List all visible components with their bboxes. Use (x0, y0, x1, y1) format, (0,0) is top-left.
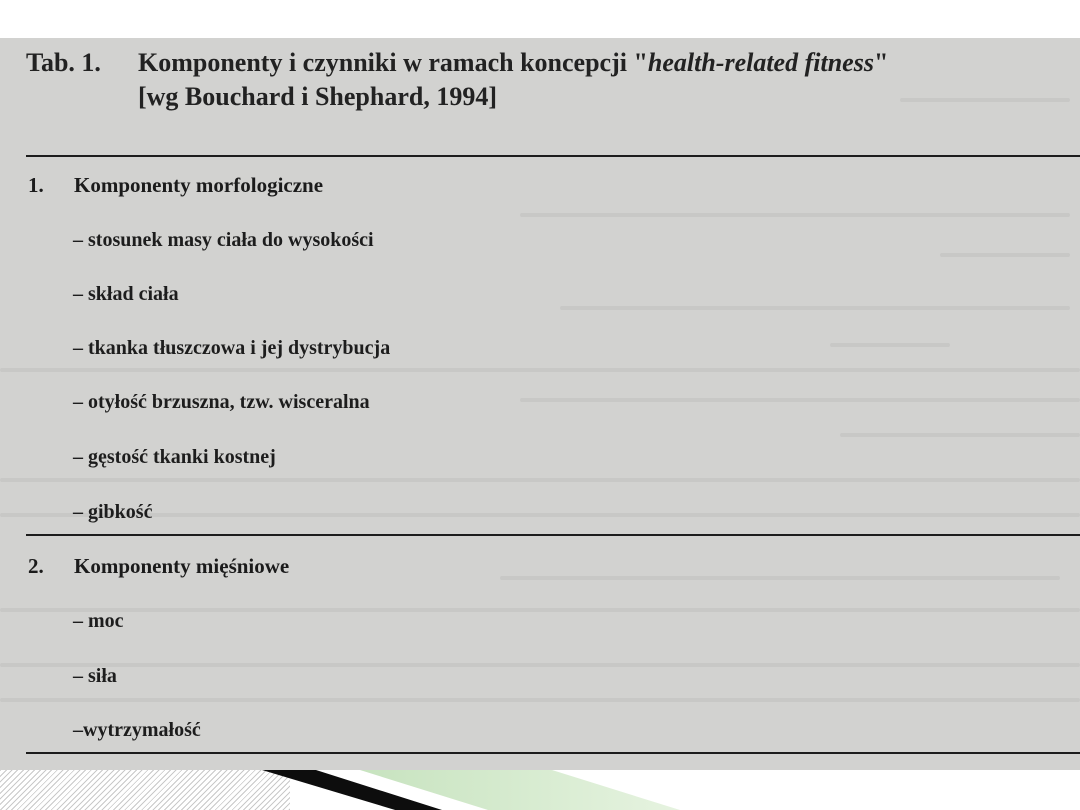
list-item: – gibkość (73, 501, 153, 523)
bleed-through-text (940, 253, 1070, 257)
section-divider (26, 534, 1080, 536)
table-top-rule (26, 155, 1080, 157)
bleed-through-text (0, 698, 1080, 702)
section-title-muscular (28, 552, 289, 580)
bleed-through-text (520, 398, 1080, 402)
scanned-table-image (0, 38, 1080, 770)
slide-footer-decoration (0, 770, 1080, 810)
bleed-through-text (0, 608, 1080, 612)
bleed-through-text (830, 343, 950, 347)
list-item: –wytrzymałość (73, 719, 201, 741)
list-item: – skład ciała (73, 283, 179, 305)
table-title: Komponenty i czynniki w ramach koncepcji "health-related fitness" (138, 48, 889, 77)
section-label: Komponenty morfologiczne (74, 173, 324, 197)
bleed-through-text (840, 433, 1080, 437)
bleed-through-text (0, 478, 1080, 482)
bleed-through-text (0, 368, 1080, 372)
list-item: – otyłość brzuszna, tzw. wisceralna (73, 391, 370, 413)
section-label: Komponenty mięśniowe (74, 554, 290, 578)
list-item: – stosunek masy ciała do wysokości (73, 229, 374, 251)
bleed-through-text (500, 576, 1060, 580)
table-number: Tab. 1. (26, 48, 101, 77)
list-item: – moc (73, 610, 124, 632)
bleed-through-text (0, 513, 1080, 517)
section-number: 2. (28, 554, 44, 578)
section-title-morphological (28, 171, 323, 199)
bleed-through-text (520, 213, 1070, 217)
table-title-emphasis: health-related fitness (647, 48, 874, 77)
list-item: – gęstość tkanki kostnej (73, 446, 276, 468)
table-bottom-rule (26, 752, 1080, 754)
list-item: – siła (73, 665, 117, 687)
table-source: [wg Bouchard i Shephard, 1994] (138, 82, 497, 111)
list-item: – tkanka tłuszczowa i jej dystrybucja (73, 337, 391, 359)
hatched-pattern (0, 770, 290, 810)
section-number: 1. (28, 173, 44, 197)
bleed-through-text (0, 663, 1080, 667)
slide-top-margin (0, 0, 1080, 38)
bleed-through-text (900, 98, 1070, 102)
table-caption (26, 46, 888, 114)
bleed-through-text (560, 306, 1070, 310)
